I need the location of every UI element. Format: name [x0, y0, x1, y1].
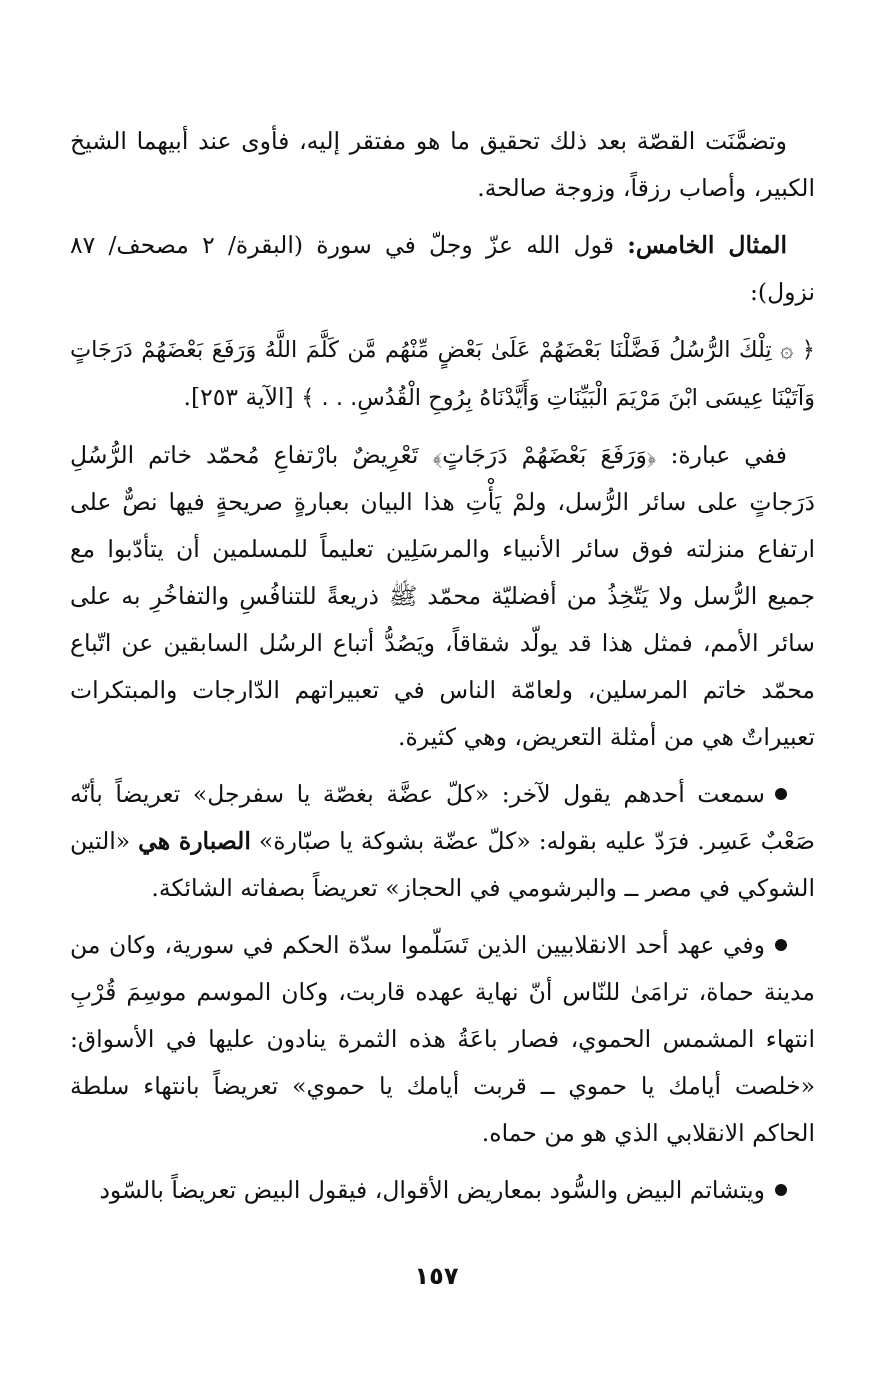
bullet-item-white-black: [70, 1167, 815, 1214]
paragraph-quran-verse: [70, 326, 815, 422]
bullet-safarjal-bold: الصبارة هي: [138, 827, 251, 855]
bullet-white-black-text: ويتشاتم البيض والسُّود بمعاريض الأقوال، فيقول البيض تعريضاً بالسّود: [99, 1176, 765, 1204]
quran-verse-text: ﴿ ۞ تِلْكَ الرُّسُلُ فَضَّلْنَا بَعْضَهُمْ عَلَىٰ بَعْضٍ مِّنْهُم مَّن كَلَّمَ اللَّهُ وَرَفَعَ بَعْضَهُمْ دَرَجَاتٍ وَآتَيْنَا عِيسَى ابْنَ مَرْيَمَ الْبَيِّنَاتِ وَأَيَّدْنَاهُ بِرُوحِ الْقُدُسِ. . . ﴾: [70, 337, 815, 411]
example-five-label: المثال الخامس:: [627, 231, 787, 259]
bullet-item-safarjal: [70, 771, 815, 912]
paragraph-story-conclusion: وتضمَّنَت القصّة بعد ذلك تحقيق ما هو مفتقر إليه، فأوى عند أبيهما الشيخ الكبير، وأصاب رزقاً، وزوجة صالحة.: [70, 127, 815, 202]
bullet-safarjal-text-b: «التين الشوكي في مصر ــ والبرشومي في الحجاز» تعريضاً بصفاته الشائكة.: [70, 827, 815, 902]
bullet-hama-text: وفي عهد أحد الانقلابيين الذين تَسَلّموا سدّة الحكم في سورية، وكان من مدينة حماة، ترامَىٰ للنّاس أنّ نهاية عهده قاربت، وكان الموسم موسِمَ قُرْبِ انتهاء المشمس الحموي، فصار باعَةُ هذه الثمرة ينادون عليها في الأسواق: «خلصت أيامك يا حموي ــ قربت أيامك يا حموي» تعريضاً بانتهاء سلطة الحاكم الانقلابي الذي هو من حماه.: [70, 931, 815, 1147]
bullet-dot-icon: [775, 939, 787, 951]
paragraph-example-five: [70, 222, 815, 316]
paragraph-tariid-explanation: ففي عبارة: ﴿وَرَفَعَ بَعْضَهُمْ دَرَجَاتٍ﴾ تَعْرِيضٌ بارْتفاعِ مُحمّد خاتم الرُّسُلِ دَرَجاتٍ على سائر الرُّسل، ولمْ يَأْتِ هذا البيان بعبارةٍ صريحةٍ فيها نصٌّ على ارتفاع منزلته فوق سائر الأنبياء والمرسَلِين تعليماً للمسلمين أن يتأدّبوا مع جميع الرُّسل ولا يَتّخِذُ من أفضليّة محمّد ﷺ ذريعةً للتنافُسِ والتفاخُرِ به على سائر الأمم، فمثل هذا قد يولّد شقاقاً، ويَصُدُّ أتباع الرسُل السابقين عن اتّباع محمّد خاتم المرسلين، ولعامّة الناس في تعبيراتهم الدّارجات والمبتكرات تعبيراتٌ هي من أمثلة التعريض، وهي كثيرة.: [70, 441, 815, 751]
bullet-dot-icon: [775, 1184, 787, 1196]
page-body: [70, 118, 815, 1224]
bullet-item-hama: [70, 922, 815, 1157]
verse-reference: [الآية ٢٥٣].: [183, 383, 302, 411]
bullet-dot-icon: [775, 788, 787, 800]
page-number: ١٥٧: [414, 1262, 459, 1290]
bullet-safarjal-text-a: سمعت أحدهم يقول لآخر: «كلّ عضَّة بغصّة يا سفرجل» تعريضاً بأنّه صَعْبٌ عَسِر. فرَدّ عليه بقوله: «كلّ عضّة بشوكة يا صبّارة»: [70, 780, 815, 855]
example-five-text: قول الله عزّ وجلّ في سورة (البقرة/ ٢ مصحف/ ٨٧ نزول):: [70, 231, 815, 306]
